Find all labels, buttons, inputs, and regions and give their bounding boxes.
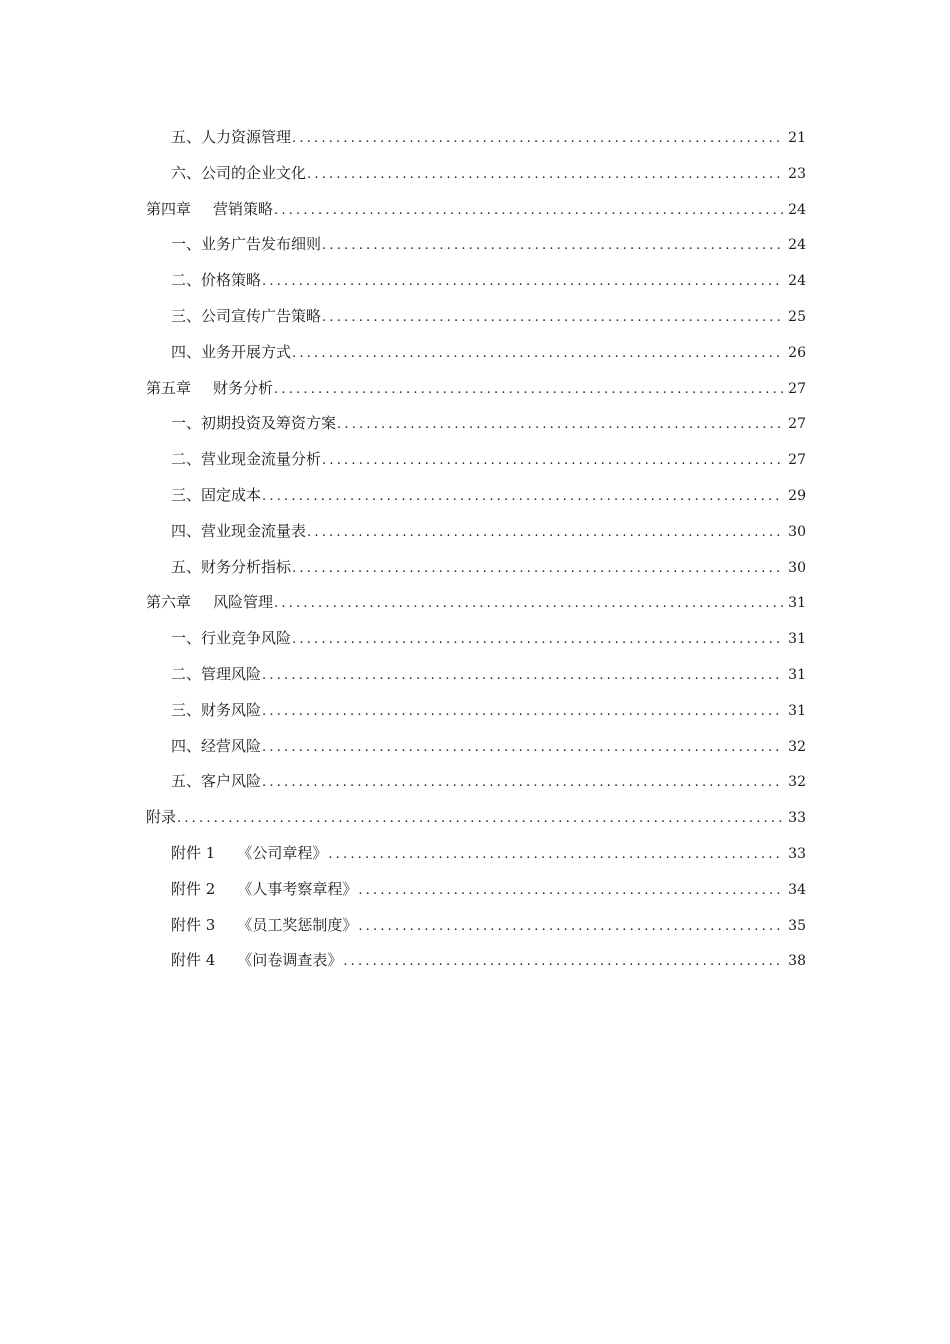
toc-dot-leader — [307, 157, 784, 193]
toc-entry[interactable] — [146, 120, 806, 156]
toc-page-number: 23 — [788, 165, 806, 182]
toc-entry[interactable] — [146, 227, 806, 263]
toc-entry-prefix: 二、 — [171, 664, 202, 683]
toc-entry-text: 客户风险 — [201, 772, 262, 791]
toc-page-number: 30 — [788, 523, 806, 540]
toc-entry-title — [171, 335, 291, 371]
toc-entry[interactable] — [146, 872, 806, 908]
toc-dot-leader — [262, 694, 784, 730]
toc-entry-text: 风险管理 — [213, 593, 274, 612]
toc-entry-title — [171, 227, 321, 263]
toc-entry-title — [171, 120, 291, 156]
toc-entry-prefix: 三、 — [171, 700, 202, 719]
toc-entry-title — [171, 943, 342, 979]
toc-entry-title — [171, 442, 321, 478]
toc-entry-text: 人力资源管理 — [201, 128, 292, 146]
toc-entry[interactable] — [146, 299, 806, 335]
toc-entry-text: 附录 — [146, 808, 177, 827]
toc-page-number: 29 — [788, 487, 806, 504]
toc-entry-title — [171, 406, 336, 442]
toc-entry-title — [171, 836, 327, 872]
toc-entry-prefix: 一、 — [171, 414, 202, 433]
toc-page-number: 24 — [788, 237, 806, 254]
toc-page-number: 35 — [788, 917, 806, 934]
table-of-contents — [146, 120, 806, 979]
toc-entry-text: 公司宣传广告策略 — [201, 306, 322, 325]
toc-entry-title — [146, 585, 273, 621]
toc-page-number: 31 — [788, 666, 806, 683]
toc-dot-leader — [274, 586, 784, 622]
toc-entry-prefix: 二、 — [171, 450, 202, 469]
toc-entry-prefix: 四、 — [171, 521, 202, 540]
toc-page-number: 27 — [788, 380, 806, 397]
toc-dot-leader — [307, 515, 784, 551]
toc-entry-prefix: 附件 2 — [171, 879, 216, 898]
toc-entry-text: 财务风险 — [201, 700, 262, 719]
toc-entry-text: 价格策略 — [201, 271, 262, 290]
toc-page-number: 25 — [788, 308, 806, 325]
toc-entry-prefix: 附件 3 — [171, 915, 216, 934]
toc-entry-title — [171, 621, 291, 657]
toc-entry-title — [171, 478, 261, 514]
toc-entry-text: 营销策略 — [213, 199, 274, 218]
toc-entry-text: 《问卷调查表》 — [237, 951, 343, 970]
toc-dot-leader — [292, 121, 784, 157]
toc-entry-title — [171, 156, 306, 192]
toc-dot-leader — [177, 801, 784, 837]
toc-entry-title — [171, 657, 261, 693]
toc-entry-prefix: 五、 — [171, 772, 202, 791]
toc-dot-leader — [358, 873, 784, 909]
toc-entry[interactable] — [146, 764, 806, 800]
toc-dot-leader — [292, 336, 784, 372]
toc-entry[interactable] — [146, 156, 806, 192]
toc-entry[interactable] — [146, 908, 806, 944]
toc-entry-title — [171, 908, 357, 944]
toc-entry-text: 营业现金流量分析 — [201, 450, 322, 469]
toc-dot-leader — [262, 658, 784, 694]
toc-entry-text: 行业竞争风险 — [201, 629, 292, 648]
toc-entry-prefix: 第五章 — [146, 378, 192, 397]
toc-entry-prefix: 一、 — [171, 629, 202, 648]
toc-entry-title — [171, 872, 357, 908]
toc-entry-prefix: 四、 — [171, 736, 202, 755]
toc-entry-text: 业务广告发布细则 — [201, 235, 322, 254]
toc-entry-prefix: 一、 — [171, 235, 202, 254]
toc-page-number: 38 — [788, 953, 806, 970]
toc-entry-title — [171, 693, 261, 729]
toc-entry-title — [171, 764, 261, 800]
toc-entry-text: 财务分析 — [213, 378, 274, 397]
toc-entry-prefix: 五、 — [171, 128, 202, 146]
toc-dot-leader — [343, 944, 784, 980]
toc-entry-prefix: 三、 — [171, 485, 202, 504]
toc-page-number: 30 — [788, 559, 806, 576]
toc-entry[interactable] — [146, 943, 806, 979]
toc-entry[interactable] — [146, 657, 806, 693]
toc-entry-text: 公司的企业文化 — [201, 163, 307, 182]
toc-dot-leader — [337, 407, 784, 443]
toc-entry[interactable] — [146, 836, 806, 872]
toc-entry[interactable] — [146, 729, 806, 765]
toc-entry-text: 《员工奖惩制度》 — [237, 915, 358, 934]
toc-dot-leader — [322, 228, 784, 264]
toc-entry-text: 财务分析指标 — [201, 557, 292, 576]
toc-entry-prefix: 五、 — [171, 557, 202, 576]
toc-dot-leader — [274, 193, 784, 229]
toc-dot-leader — [292, 622, 784, 658]
toc-entry-prefix: 附件 4 — [171, 951, 216, 970]
toc-entry[interactable] — [146, 192, 806, 228]
toc-dot-leader — [262, 765, 784, 801]
toc-page-number: 31 — [788, 631, 806, 648]
toc-entry-text: 固定成本 — [201, 485, 262, 504]
toc-page-number: 34 — [788, 881, 806, 898]
toc-entry[interactable] — [146, 442, 806, 478]
toc-dot-leader — [328, 837, 784, 873]
toc-entry-text: 《人事考察章程》 — [237, 879, 358, 898]
toc-entry-prefix: 第六章 — [146, 593, 192, 612]
toc-dot-leader — [292, 551, 784, 587]
toc-entry-text: 初期投资及筹资方案 — [201, 414, 337, 433]
toc-page-number: 21 — [788, 130, 806, 146]
toc-entry-title — [146, 371, 273, 407]
toc-page-number: 31 — [788, 595, 806, 612]
toc-page-number: 24 — [788, 273, 806, 290]
toc-page-number: 32 — [788, 738, 806, 755]
toc-entry-title — [171, 550, 291, 586]
toc-entry-text: 管理风险 — [201, 664, 262, 683]
toc-entry[interactable] — [146, 335, 806, 371]
toc-page-number: 32 — [788, 774, 806, 791]
toc-entry-title — [146, 800, 176, 836]
toc-entry[interactable] — [146, 514, 806, 550]
toc-dot-leader — [322, 443, 784, 479]
toc-entry-prefix: 六、 — [171, 163, 202, 182]
toc-dot-leader — [262, 479, 784, 515]
toc-page-number: 26 — [788, 344, 806, 361]
toc-entry-text: 《公司章程》 — [237, 843, 328, 862]
toc-entry[interactable] — [146, 263, 806, 299]
toc-page-number: 27 — [788, 452, 806, 469]
toc-entry-text: 营业现金流量表 — [201, 521, 307, 540]
toc-entry-prefix: 第四章 — [146, 199, 192, 218]
toc-entry[interactable] — [146, 621, 806, 657]
toc-page-number: 27 — [788, 416, 806, 433]
toc-entry[interactable] — [146, 406, 806, 442]
toc-page-number: 33 — [788, 845, 806, 862]
toc-entry-prefix: 三、 — [171, 306, 202, 325]
toc-entry-title — [171, 263, 261, 299]
toc-dot-leader — [262, 730, 784, 766]
toc-entry[interactable] — [146, 693, 806, 729]
toc-entry[interactable] — [146, 585, 806, 621]
toc-entry-title — [171, 729, 261, 765]
toc-entry-prefix: 附件 1 — [171, 843, 216, 862]
toc-entry-title — [146, 192, 273, 228]
toc-page-number: 24 — [788, 201, 806, 218]
toc-entry[interactable] — [146, 800, 806, 836]
toc-entry-text: 经营风险 — [201, 736, 262, 755]
toc-entry-title — [171, 299, 321, 335]
toc-entry[interactable] — [146, 550, 806, 586]
toc-entry-text: 业务开展方式 — [201, 342, 292, 361]
toc-entry-prefix: 二、 — [171, 271, 202, 290]
toc-entry-prefix: 四、 — [171, 342, 202, 361]
toc-entry[interactable] — [146, 371, 806, 407]
toc-dot-leader — [262, 264, 784, 300]
toc-dot-leader — [274, 372, 784, 408]
toc-page-number: 31 — [788, 702, 806, 719]
toc-entry-title — [171, 514, 306, 550]
toc-entry[interactable] — [146, 478, 806, 514]
toc-page-number: 33 — [788, 810, 806, 827]
toc-dot-leader — [322, 300, 784, 336]
toc-dot-leader — [358, 909, 784, 945]
